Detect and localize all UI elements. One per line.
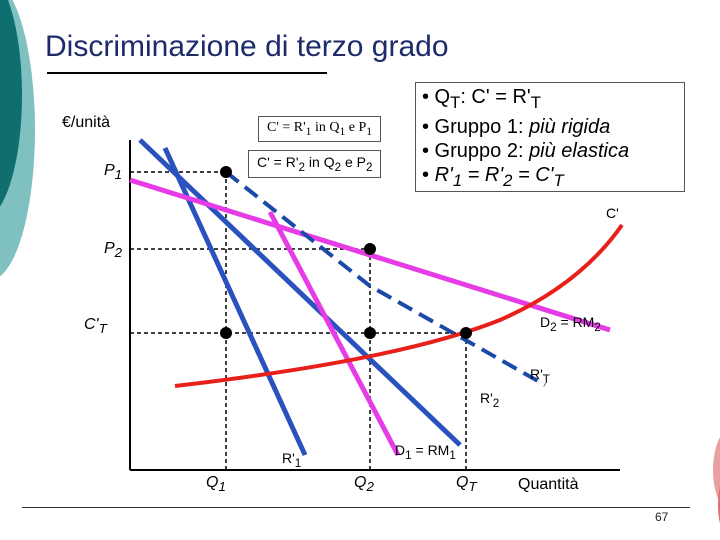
bullet-item: • Gruppo 2: più elastica <box>422 140 630 162</box>
point-q1-ct <box>220 327 232 339</box>
bullet-item: • $R'_1 = R'_2 = C'_T$ <box>422 164 564 190</box>
label-q2: $Q_2$ <box>354 474 374 495</box>
x-axis-label: Quantità <box>518 476 579 493</box>
label-d1: $D_1 = RM_1$ <box>395 442 456 462</box>
annotation-box-1: $C' = R'_1$ in $Q_1$ e $P_1$ <box>258 116 381 142</box>
demand-curve-1 <box>140 140 460 445</box>
label-d2: $D_2 = RM_2$ <box>540 314 601 334</box>
point-q1-p1 <box>220 166 232 178</box>
marginal-revenue-1 <box>165 148 305 455</box>
footer-rule <box>22 507 690 508</box>
label-r2: $R'_2$ <box>480 390 500 410</box>
label-rt: $R'_T$ <box>530 366 550 386</box>
label-qt: $Q_T$ <box>456 474 477 495</box>
label-marginal-cost: C' <box>606 205 619 221</box>
point-qt-ct <box>460 327 472 339</box>
label-q1: $Q_1$ <box>206 474 226 495</box>
label-p2: $P_2$ <box>104 240 123 261</box>
annotation-box-2: $C' = R'_2$ in $Q_2$ e $P_2$ <box>248 150 381 178</box>
page-number: 67 <box>655 510 669 524</box>
y-axis-label: €/unità <box>62 114 111 131</box>
point-q2-p2 <box>364 243 376 255</box>
slide-title: Discriminazione di terzo grado <box>45 30 449 63</box>
point-q2-ct <box>364 327 376 339</box>
guide-lines <box>130 172 466 470</box>
label-r1: $R'_1$ <box>282 450 302 470</box>
bullet-box <box>415 82 685 192</box>
bullet-item: • $Q_T$: $C' = R'_T$ <box>422 86 541 112</box>
label-ct: $C'_T$ <box>84 316 107 337</box>
label-p1: $P_1$ <box>104 162 123 183</box>
bullet-item: • Gruppo 1: più rigida <box>422 116 611 138</box>
